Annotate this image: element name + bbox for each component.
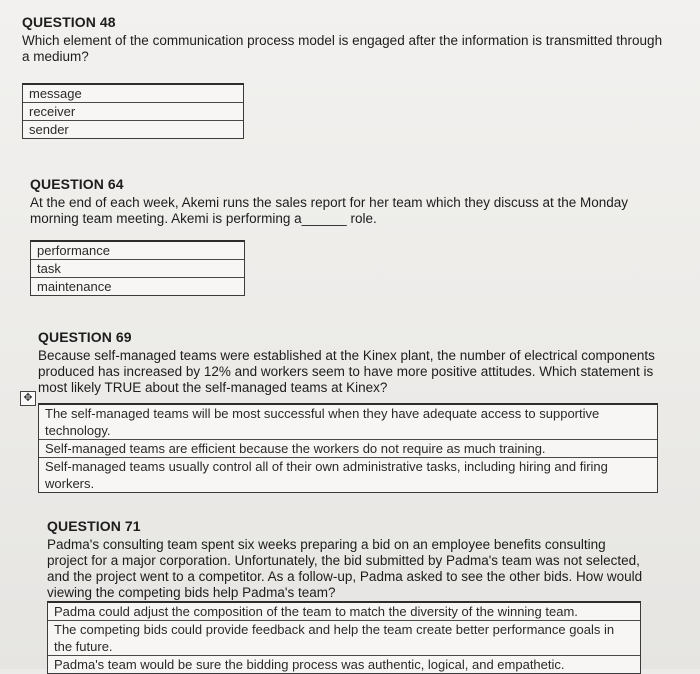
answer-option[interactable]: Self-managed teams usually control all of their own administrative tasks, including hiring and firing workers. [45, 459, 608, 491]
answer-option[interactable]: maintenance [37, 279, 112, 294]
answer-option[interactable]: The self-managed teams will be most successful when they have adequate access to supportive technology. [39, 405, 657, 440]
question-text-after: role. [350, 211, 377, 226]
answer-options-48 [22, 83, 244, 139]
answer-option[interactable]: Padma's team would be sure the bidding process was authentic, logical, and empathetic. [54, 657, 565, 672]
question-text: Which element of the communication process model is engaged after the information is transmitted through a medium? [22, 33, 663, 64]
answer-option[interactable]: performance [31, 242, 244, 260]
answer-option[interactable]: Self-managed teams are efficient because the workers do not require as much training. [39, 440, 657, 458]
blank: ______ [301, 211, 347, 226]
answer-option[interactable]: receiver [23, 103, 243, 121]
answer-options-71 [47, 601, 641, 674]
question-text: Padma's consulting team spent six weeks preparing a bid on an employee benefits consulting project for a major corporation. Unfortunately, the bid submitted by Padma's team was not selected, and the project went to a competitor. As a follow-up, Padma asked to see the other bids. How would viewing the competing bids help Padma's team? [47, 537, 643, 600]
move-icon[interactable]: ✥ [20, 391, 36, 406]
answer-option[interactable]: message [23, 85, 243, 103]
question-title: QUESTION 71 [47, 518, 141, 534]
question-title: QUESTION 48 [22, 14, 116, 30]
question-48 [22, 14, 682, 65]
question-69 [38, 329, 670, 396]
answer-option[interactable]: task [31, 260, 244, 278]
question-71 [47, 518, 652, 601]
answer-options-64 [30, 240, 245, 296]
question-text-before: At the end of each week, Akemi runs the sales report for her team which they discuss at the Monday morning team meeting. Akemi is performing a [30, 195, 629, 226]
question-text: Because self-managed teams were established at the Kinex plant, the number of electrical components produced has increased by 12% and workers seem to have more positive attitudes. Which statement is most likely TRUE about the self-managed teams at Kinex? [38, 348, 655, 395]
question-text [30, 195, 665, 227]
question-title: QUESTION 69 [38, 329, 132, 345]
answer-option[interactable]: Padma could adjust the composition of the team to match the diversity of the winning team. [48, 603, 640, 621]
answer-options-69 [38, 403, 658, 493]
question-64 [30, 176, 670, 227]
answer-option[interactable]: The competing bids could provide feedback and help the team create better performance goals in the future. [48, 621, 640, 656]
question-title: QUESTION 64 [30, 176, 124, 192]
answer-option[interactable]: sender [29, 122, 69, 137]
